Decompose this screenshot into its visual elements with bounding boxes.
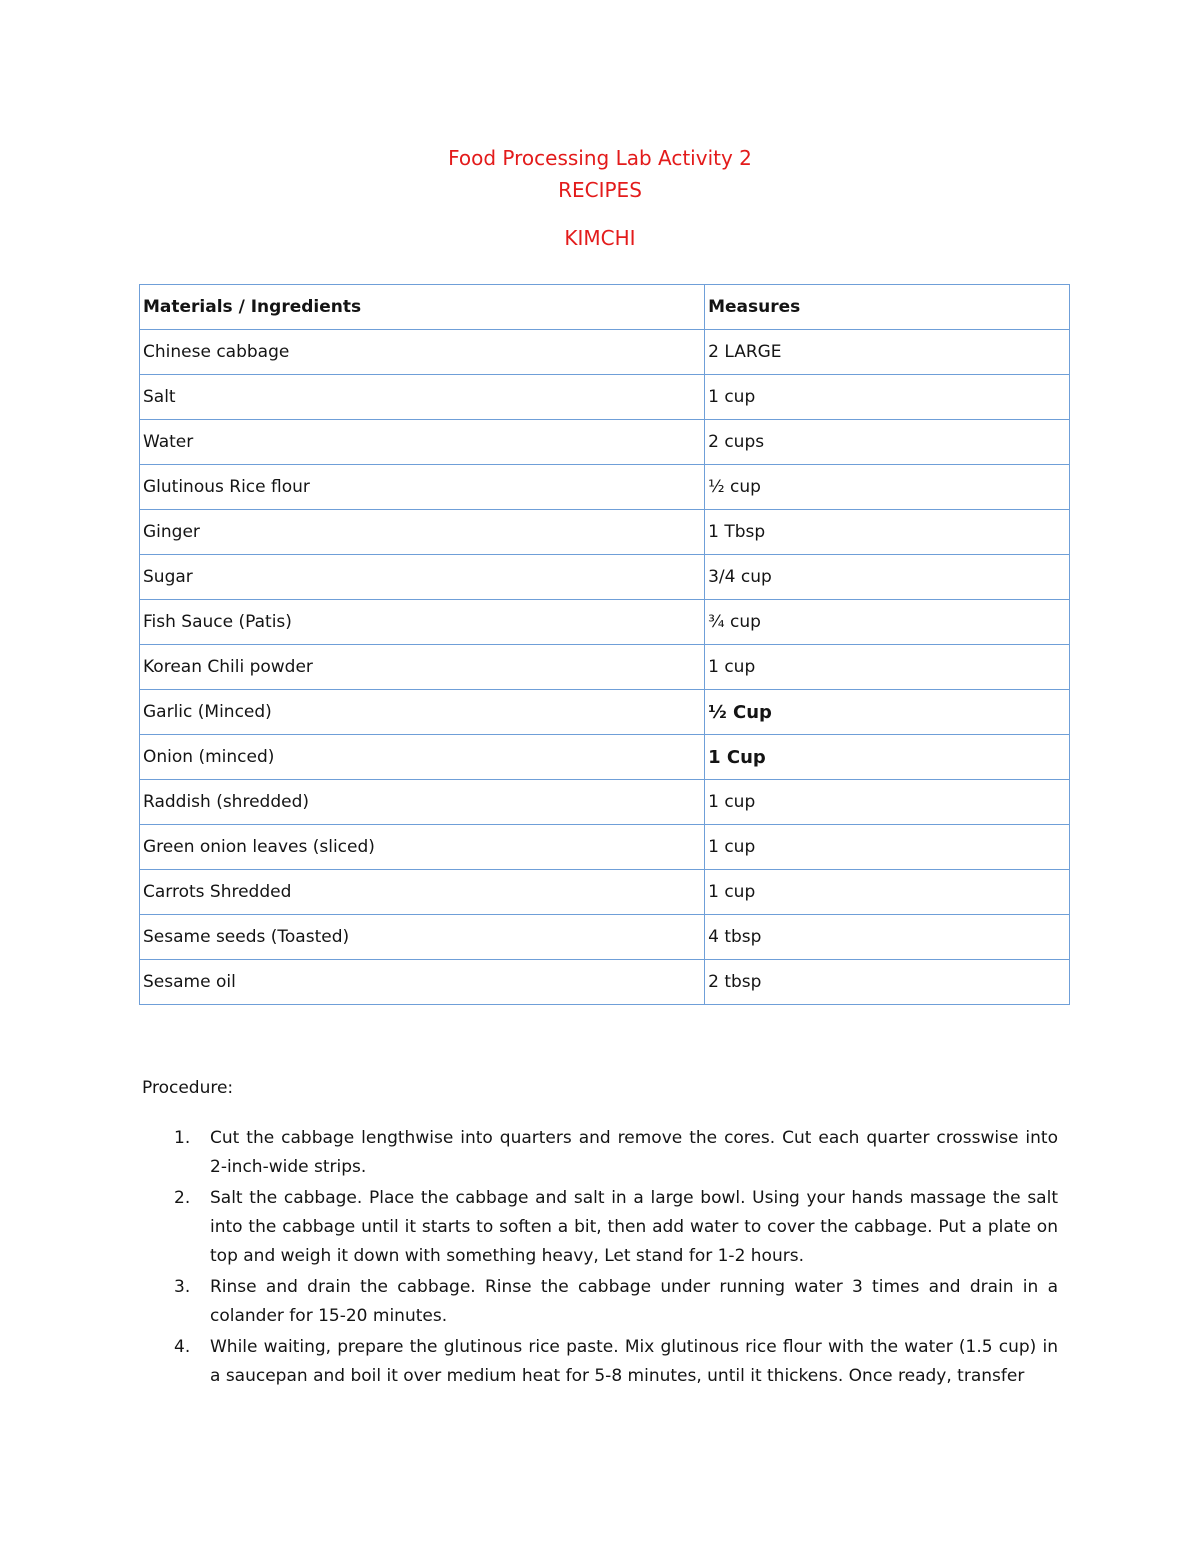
measure-cell: 1 cup (705, 825, 1070, 870)
ingredients-table (139, 284, 1070, 1005)
step-number: 3. (174, 1277, 191, 1297)
recipe-name: KIMCHI (564, 226, 636, 250)
procedure-heading: Procedure: (142, 1078, 234, 1098)
ingredient-cell: Salt (140, 375, 705, 420)
measure-cell: 2 cups (705, 420, 1070, 465)
measure-cell: 1 cup (705, 780, 1070, 825)
list-item (174, 1273, 1058, 1331)
table-row (140, 600, 1070, 645)
measure-cell: 1 cup (705, 375, 1070, 420)
ingredient-cell: Korean Chili powder (140, 645, 705, 690)
measure-cell: 2 LARGE (705, 330, 1070, 375)
table-row (140, 555, 1070, 600)
measure-cell: 1 Tbsp (705, 510, 1070, 555)
list-item (174, 1333, 1058, 1391)
step-number: 4. (174, 1337, 191, 1357)
step-text: While waiting, prepare the glutinous rice paste. Mix glutinous rice flour with the water (1.5 cup) in a saucepan and boil it over medium heat for 5-8 minutes, until it thickens. Once ready, transfer (210, 1337, 1058, 1386)
measure-cell: 4 tbsp (705, 915, 1070, 960)
list-item (174, 1124, 1058, 1182)
measure-cell: 1 cup (705, 870, 1070, 915)
ingredient-cell: Water (140, 420, 705, 465)
table-row (140, 870, 1070, 915)
ingredient-cell: Raddish (shredded) (140, 780, 705, 825)
ingredient-cell: Chinese cabbage (140, 330, 705, 375)
procedure-steps (174, 1124, 1058, 1393)
table-row (140, 375, 1070, 420)
table-row (140, 465, 1070, 510)
table-row (140, 735, 1070, 780)
measure-cell: ½ cup (705, 465, 1070, 510)
step-text: Cut the cabbage lengthwise into quarters and remove the cores. Cut each quarter crosswise into 2-inch-wide strips. (210, 1128, 1058, 1177)
table-row (140, 825, 1070, 870)
table-row (140, 690, 1070, 735)
table-row (140, 330, 1070, 375)
column-header-ingredients: Materials / Ingredients (140, 285, 705, 330)
ingredient-cell: Carrots Shredded (140, 870, 705, 915)
table-row (140, 780, 1070, 825)
ingredient-cell: Ginger (140, 510, 705, 555)
table-header-row (140, 285, 1070, 330)
table-row (140, 510, 1070, 555)
document-subtitle: RECIPES (558, 178, 642, 202)
ingredient-cell: Garlic (Minced) (140, 690, 705, 735)
ingredient-cell: Sesame seeds (Toasted) (140, 915, 705, 960)
list-item (174, 1184, 1058, 1271)
measure-cell: 1 Cup (705, 735, 1070, 780)
table-row (140, 420, 1070, 465)
ingredient-cell: Fish Sauce (Patis) (140, 600, 705, 645)
ingredient-cell: Onion (minced) (140, 735, 705, 780)
step-number: 2. (174, 1188, 191, 1208)
ingredient-cell: Glutinous Rice flour (140, 465, 705, 510)
ingredient-cell: Sesame oil (140, 960, 705, 1005)
table-row (140, 645, 1070, 690)
column-header-measures: Measures (705, 285, 1070, 330)
measure-cell: ½ Cup (705, 690, 1070, 735)
step-text: Rinse and drain the cabbage. Rinse the cabbage under running water 3 times and drain in a colander for 15-20 minutes. (210, 1277, 1058, 1326)
measure-cell: 3/4 cup (705, 555, 1070, 600)
step-text: Salt the cabbage. Place the cabbage and salt in a large bowl. Using your hands massage the salt into the cabbage until it starts to soften a bit, then add water to cover the cabbage. Put a plate on top and weigh it down with something heavy, Let stand for 1-2 hours. (210, 1188, 1058, 1266)
table-row (140, 915, 1070, 960)
measure-cell: 1 cup (705, 645, 1070, 690)
step-number: 1. (174, 1128, 191, 1148)
measure-cell: 2 tbsp (705, 960, 1070, 1005)
table-row (140, 960, 1070, 1005)
measure-cell: ¾ cup (705, 600, 1070, 645)
document-title: Food Processing Lab Activity 2 (448, 146, 752, 170)
ingredient-cell: Green onion leaves (sliced) (140, 825, 705, 870)
ingredient-cell: Sugar (140, 555, 705, 600)
